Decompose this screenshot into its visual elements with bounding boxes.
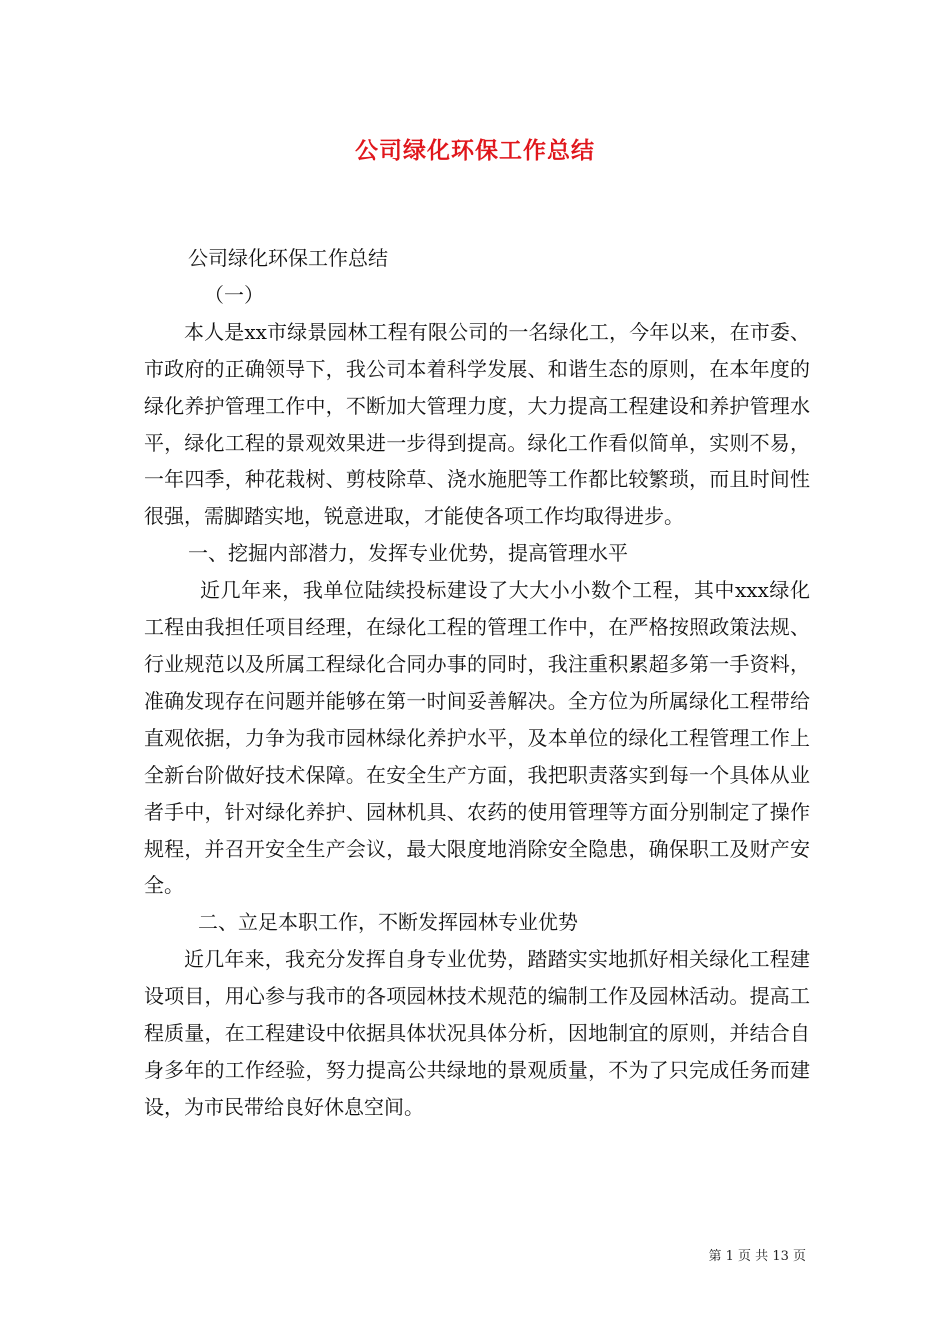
heading-one: 一、挖掘内部潜力，发挥专业优势，提高管理水平: [188, 541, 628, 566]
paragraph-management: 近几年来，我单位陆续投标建设了大大小小数个工程，其中xxx绿化工程由我担任项目经理，在绿化工程的管理工作中，在严格按照政策法规、行业规范以及所属工程绿化合同办事的同时，我注重积累超多第一手资料，准确发现存在问题并能够在第一时间妥善解决。全方位为所属绿化工程带给直观依据，力争为我市园林绿化养护水平，及本单位的绿化工程管理工作上全新台阶做好技术保障。在安全生产方面，我把职责落实到每一个具体从业者手中，针对绿化养护、园林机具、农药的使用管理等方面分别制定了操作规程，并召开安全生产会议，最大限度地消除安全隐患，确保职工及财产安全。: [144, 578, 810, 898]
page-footer: 第 1 页 共 13 页: [708, 1249, 806, 1264]
paragraph-intro: 本人是xx市绿景园林工程有限公司的一名绿化工，今年以来，在市委、市政府的正确领导下，我公司本着科学发展、和谐生态的原则，在本年度的绿化养护管理工作中，不断加大管理力度，大力提高工程建设和养护管理水平，绿化工程的景观效果进一步得到提高。绿化工作看似简单，实则不易，一年四季，种花栽树、剪枝除草、浇水施肥等工作都比较繁琐，而且时间性很强，需脚踏实地，锐意进取，才能使各项工作均取得进步。: [144, 319, 810, 529]
paragraph-professional: 近几年来，我充分发挥自身专业优势，踏踏实实地抓好相关绿化工程建设项目，用心参与我市的各项园林技术规范的编制工作及园林活动。提高工程质量，在工程建设中依据具体状况具体分析，因地制宜的原则，并结合自身多年的工作经验，努力提高公共绿地的景观质量，不为了只完成任务而建设，为市民带给良好休息空间。: [144, 947, 810, 1119]
section-number: （一）: [204, 282, 264, 307]
heading-two: 二、立足本职工作，不断发挥园林专业优势: [198, 910, 578, 935]
document-body: [144, 240, 810, 1126]
document-title: 公司绿化环保工作总结: [355, 137, 595, 164]
document-subtitle: 公司绿化环保工作总结: [188, 246, 388, 270]
